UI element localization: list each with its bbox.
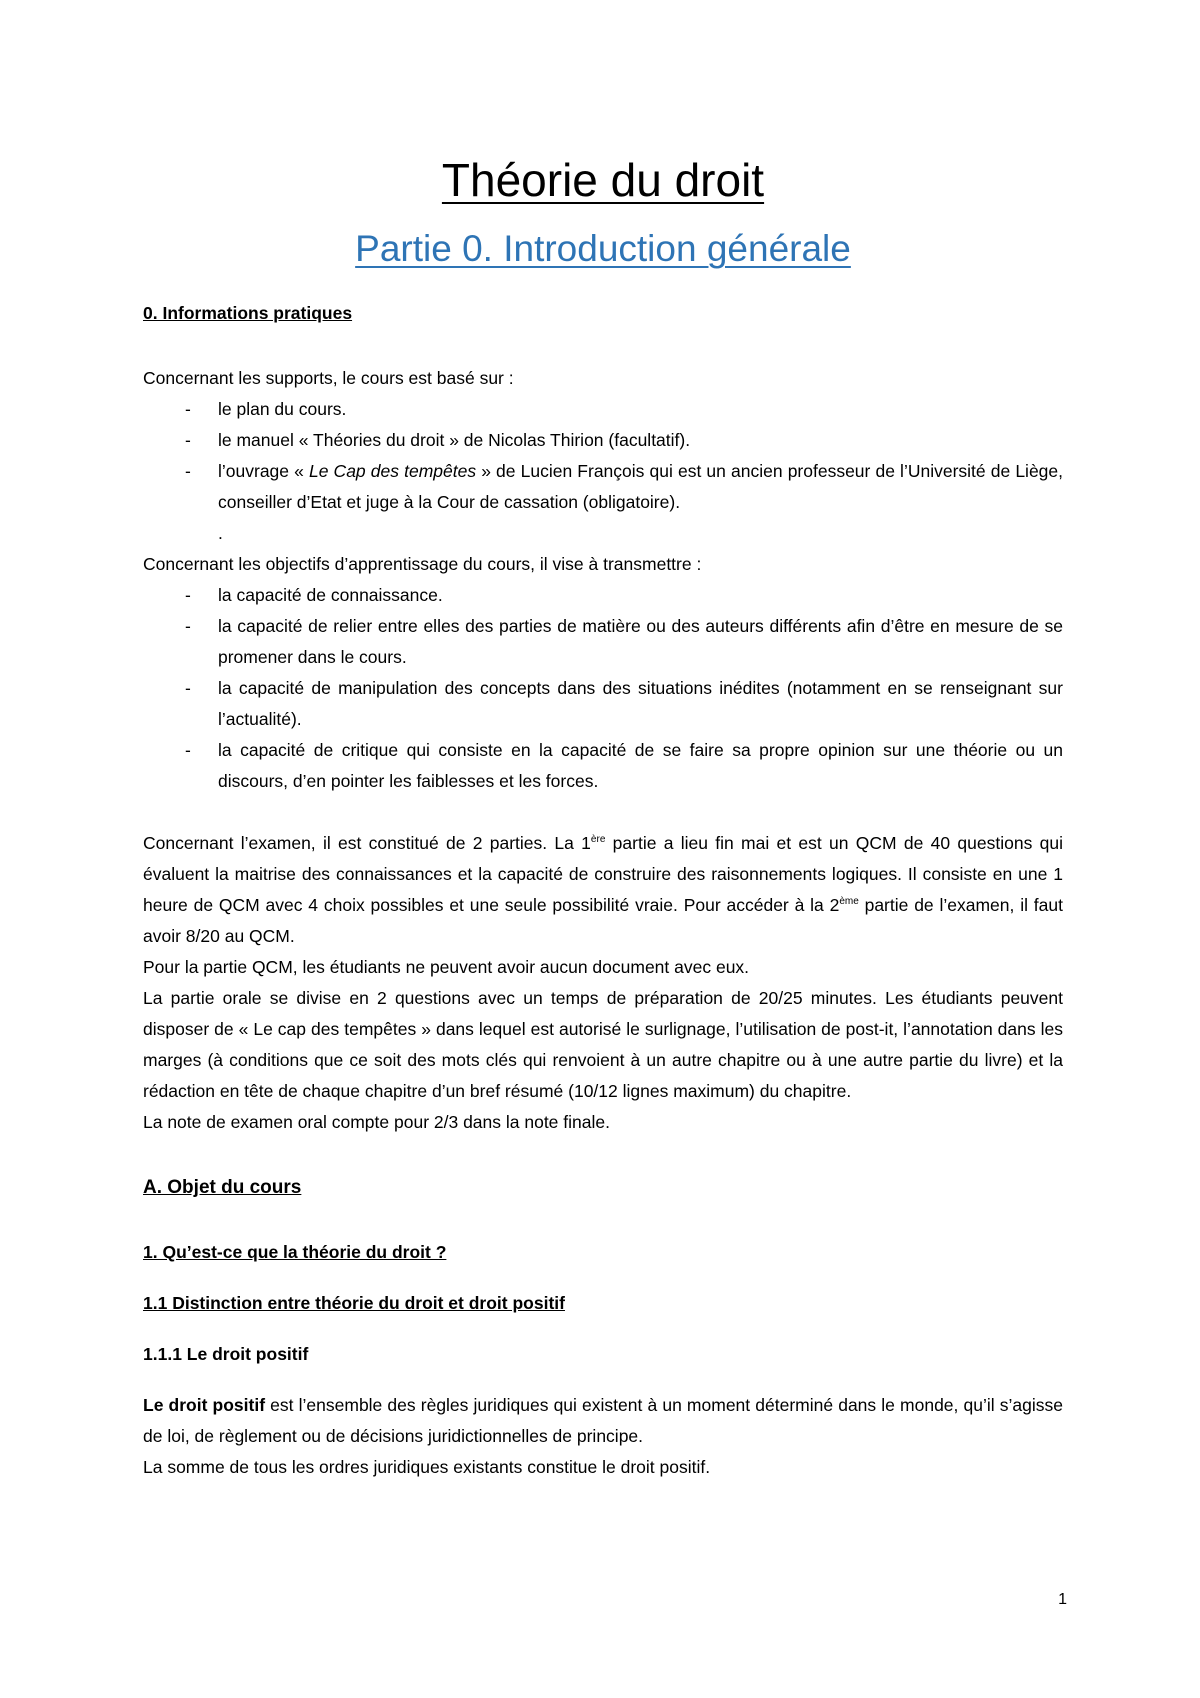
page-content [143, 150, 1063, 1483]
page-number: 1 [1058, 1591, 1067, 1608]
section-a-heading: A. Objet du cours [143, 1177, 302, 1198]
spacer [143, 1370, 1063, 1390]
list-item [143, 456, 1063, 518]
exam-text: partie de l’examen, il faut avoir 8/20 au QCM. [143, 895, 1063, 946]
part-title: Partie 0. Introduction générale [355, 228, 851, 269]
list-item: - le plan du cours. [143, 394, 1063, 425]
exam-qcm-rule: Pour la partie QCM, les étudiants ne peuvent avoir aucun document avec eux. [143, 957, 750, 977]
definition-text: est l’ensemble des règles juridiques qui existent à un moment déterminé dans le monde, qu’il s’agisse de loi, de règlement ou de décisions juridictionnelles de principe. [143, 1395, 1063, 1446]
heading-1-1: 1.1 Distinction entre théorie du droit et droit positif [143, 1293, 565, 1313]
exam-paragraph [143, 828, 1063, 952]
exam-weight: La note de examen oral compte pour 2/3 dans la note finale. [143, 1112, 610, 1132]
document-title: Théorie du droit [441, 154, 765, 206]
objectives-intro: Concernant les objectifs d’apprentissage du cours, il vise à transmettre : [143, 554, 702, 574]
list-item: - la capacité de critique qui consiste en la capacité de se faire sa propre opinion sur une théorie ou un discours, d’en pointer les faiblesses et les forces. [143, 735, 1063, 797]
supports-list [143, 394, 1063, 518]
spacer [143, 329, 1063, 363]
support-text: l’ouvrage « [218, 461, 309, 481]
exam-oral-paragraph: La partie orale se divise en 2 questions avec un temps de préparation de 20/25 minutes. Les étudiants peuvent disposer de « Le cap des tempêtes » dans lequel est autorisé le surlignage, l’utilisation de post-it, l’annotation dans les marges (à conditions que ce soit des mots clés qui renvoient à un autre chapitre ou à une autre partie du livre) et la rédaction en tête de chaque chapitre d’un bref résumé (10/12 lignes maximum) du chapitre. [143, 988, 1063, 1101]
spacer [143, 1138, 1063, 1172]
superscript: ème [839, 896, 859, 907]
book-title: Le Cap des tempêtes [308, 461, 477, 481]
definition-paragraph [143, 1390, 1063, 1452]
exam-text: Concernant l’examen, il est constitué de 2 parties. La 1 [143, 833, 591, 853]
heading-1: 1. Qu’est-ce que la théorie du droit ? [143, 1242, 447, 1262]
spacer [143, 797, 1063, 828]
spacer [143, 1203, 1063, 1237]
stray-dot: . [218, 523, 223, 543]
term: Le droit positif [143, 1395, 266, 1415]
list-item: - la capacité de connaissance. [143, 580, 1063, 611]
objectives-list [143, 580, 1063, 797]
list-item: - la capacité de relier entre elles des parties de matière ou des auteurs différents afin d’être en mesure de se promener dans le cours. [143, 611, 1063, 673]
section-0-heading: 0. Informations pratiques [143, 303, 353, 323]
spacer [143, 1319, 1063, 1339]
heading-1-1-1: 1.1.1 Le droit positif [143, 1344, 309, 1364]
supports-intro: Concernant les supports, le cours est basé sur : [143, 368, 514, 388]
spacer [143, 1268, 1063, 1288]
superscript: ère [590, 834, 606, 845]
list-item: - la capacité de manipulation des concepts dans des situations inédites (notamment en se renseignant sur l’actualité). [143, 673, 1063, 735]
support-text: » de Lucien François qui est un ancien professeur de l’Université de Liège, conseiller d’Etat et juge à la Cour de cassation (obligatoire). [218, 461, 1063, 512]
exam-text: partie a lieu fin mai et est un QCM de 40 questions qui évaluent la maitrise des connaissances et la capacité de construire des raisonnements logiques. Il consiste en une 1 heure de QCM avec 4 choix possibles et une seule possibilité vraie. Pour accéder à la 2 [143, 833, 1063, 915]
list-item: - le manuel « Théories du droit » de Nicolas Thirion (facultatif). [143, 425, 1063, 456]
sum-paragraph: La somme de tous les ordres juridiques existants constitue le droit positif. [143, 1457, 711, 1477]
